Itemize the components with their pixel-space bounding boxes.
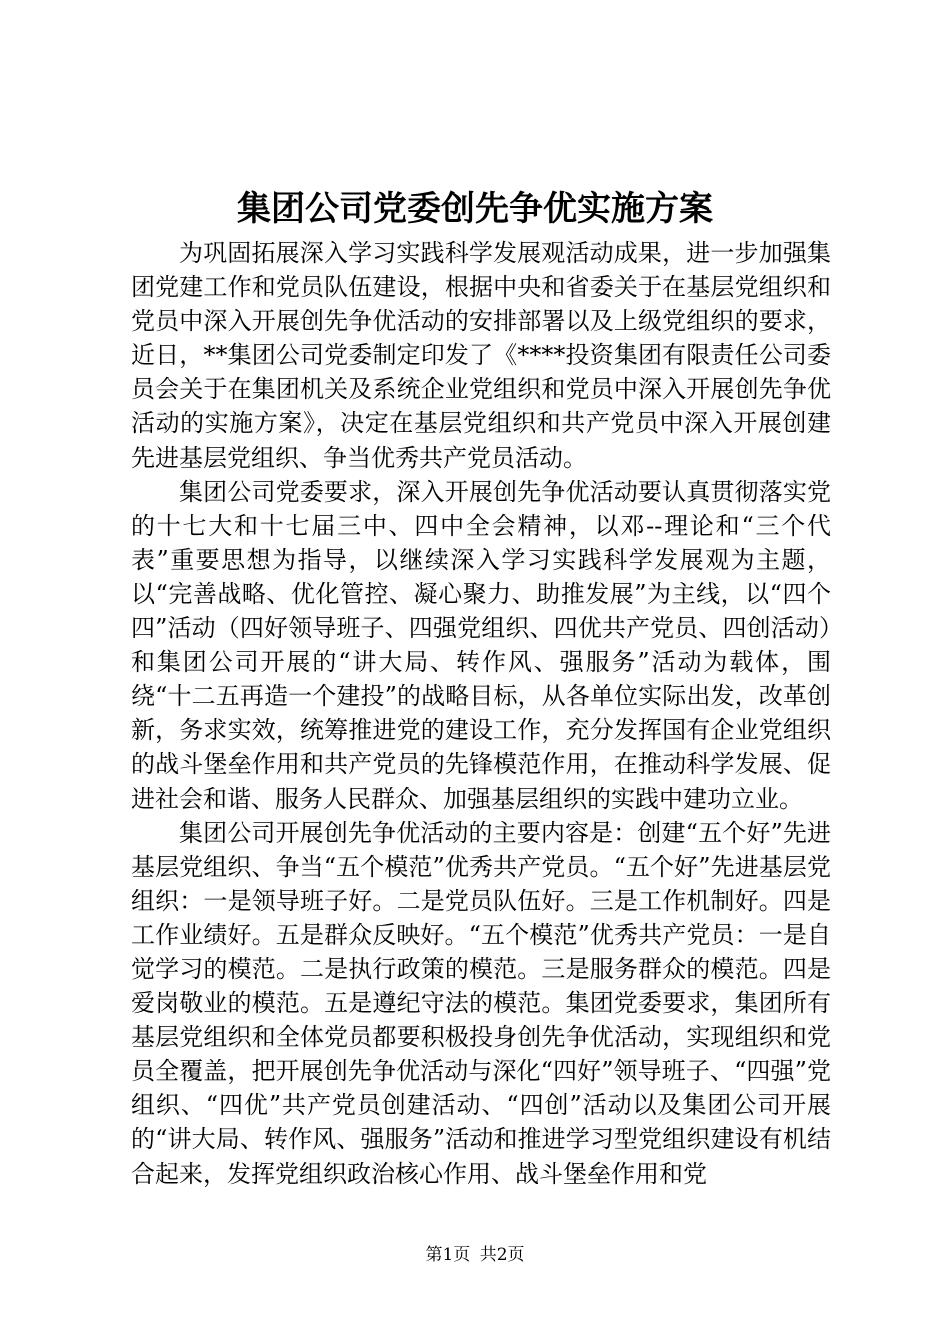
page-number: 第1页: [425, 1245, 471, 1265]
page-total: 共2页: [479, 1245, 525, 1265]
paragraph-3: 集团公司开展创先争优活动的主要内容是：创建“五个好”先进基层党组织、争当“五个模范”优秀共产党员。“五个好”先进基层党组织：一是领导班子好。二是党员队伍好。三是工作机制好。四是工作业绩好。五是群众反映好。“五个模范”优秀共产党员：一是自觉学习的模范。二是执行政策的模范。三是服务群众的模范。四是爱岗敬业的模范。五是遵纪守法的模范。集团党委要求，集团所有基层党组织和全体党员都要积极投身创先争优活动，实现组织和党员全覆盖，把开展创先争优活动与深化“四好”领导班子、“四强”党组织、“四优”共产党员创建活动、“四创”活动以及集团公司开展的“讲大局、转作风、强服务”活动和推进学习型党组织建设有机结合起来，发挥党组织政治核心作用、战斗堡垒作用和党: [131, 818, 831, 1188]
document-title: 集团公司党委创先争优实施方案: [237, 189, 713, 229]
document-body: [131, 236, 831, 1191]
page-footer: [0, 1243, 950, 1267]
paragraph-2: 集团公司党委要求，深入开展创先争优活动要认真贯彻落实党的十七大和十七届三中、四中全会精神，以邓--理论和“三个代表”重要思想为指导，以继续深入学习实践科学发展观为主题，以“完善战略、优化管控、凝心聚力、助推发展”为主线，以“四个四”活动（四好领导班子、四强党组织、四优共产党员、四创活动）和集团公司开展的“讲大局、转作风、强服务”活动为载体，围绕“十二五再造一个建投”的战略目标，从各单位实际出发，改革创新，务求实效，统筹推进党的建设工作，充分发挥国有企业党组织的战斗堡垒作用和共产党员的先锋模范作用，在推动科学发展、促进社会和谐、服务人民群众、加强基层组织的实践中建功立业。: [131, 477, 831, 813]
paragraph-1: 为巩固拓展深入学习实践科学发展观活动成果，进一步加强集团党建工作和党员队伍建设，根据中央和省委关于在基层党组织和党员中深入开展创先争优活动的安排部署以及上级党组织的要求，近日，**集团公司党委制定印发了《****投资集团有限责任公司委员会关于在集团机关及系统企业党组织和党员中深入开展创先争优活动的实施方案》，决定在基层党组织和共产党员中深入开展创建先进基层党组织、争当优秀共产党员活动。: [131, 239, 831, 472]
